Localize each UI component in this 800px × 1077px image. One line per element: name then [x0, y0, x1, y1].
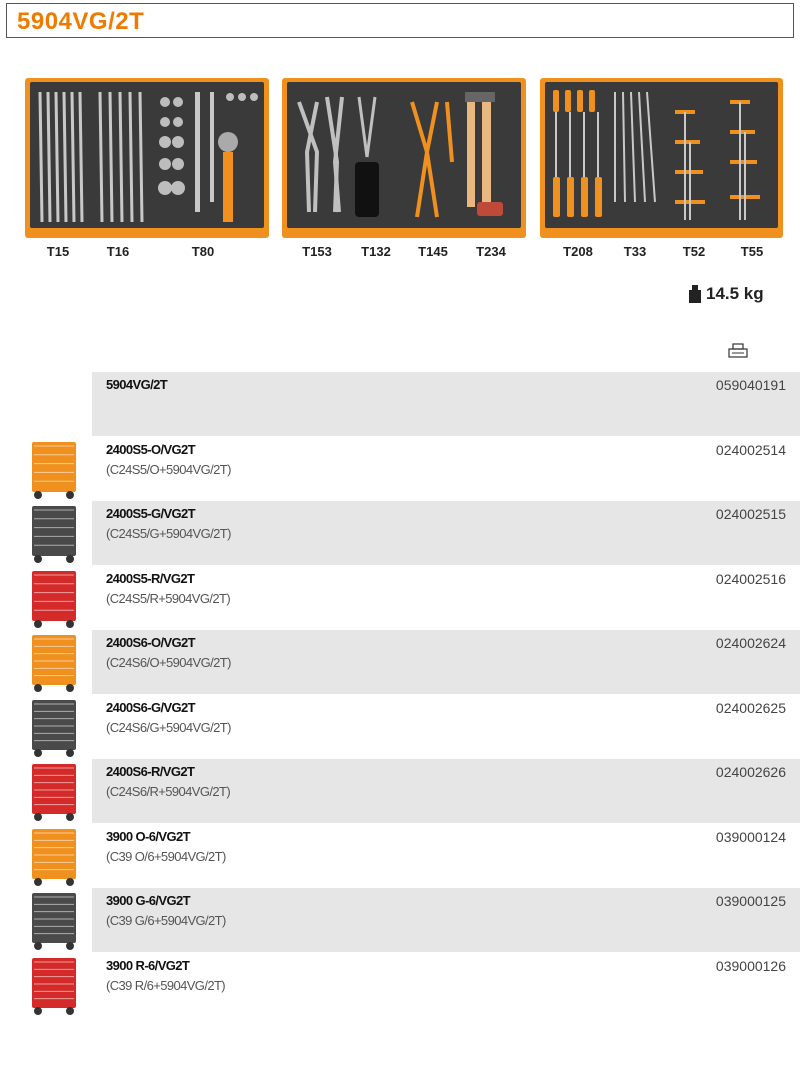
product-composition: (C24S6/R+5904VG/2T) — [106, 784, 231, 799]
tray-label-t33: T33 — [623, 244, 647, 259]
list-item — [0, 759, 800, 823]
article-number: 024002514 — [715, 441, 786, 458]
tool-tray-1 — [25, 78, 269, 238]
product-code: 3900 R-6/VG2T — [106, 957, 190, 973]
tool-cabinet-image — [28, 569, 80, 629]
tray-label-t208: T208 — [563, 244, 593, 259]
product-code: 3900 G-6/VG2T — [106, 893, 190, 908]
list-item — [0, 824, 800, 888]
tray-label-t132: T132 — [361, 244, 391, 259]
tool-cabinet-image — [28, 891, 80, 951]
product-composition: (C24S5/O+5904VG/2T) — [106, 461, 231, 477]
tool-cabinet-image — [28, 698, 80, 758]
list-item — [0, 888, 800, 952]
product-code: 3900 O-6/VG2T — [106, 828, 190, 844]
list-item — [0, 437, 800, 501]
product-code: 2400S6-R/VG2T — [106, 764, 195, 779]
title-bar — [6, 3, 794, 38]
tray-3-tools-image — [545, 82, 778, 228]
article-number: 039000126 — [715, 957, 786, 974]
article-number: 039000124 — [715, 828, 786, 845]
product-code: 2400S6-O/VG2T — [106, 635, 196, 650]
product-code: 2400S5-R/VG2T — [106, 570, 195, 586]
weight-info — [688, 284, 764, 304]
tool-cabinet-image — [28, 956, 80, 1016]
tray-label-t153: T153 — [302, 244, 332, 259]
tray-label-t55: T55 — [740, 244, 764, 259]
tool-cabinet-image — [28, 762, 80, 822]
tool-cabinet-image — [28, 827, 80, 887]
weight-value: 14.5 kg — [706, 284, 764, 303]
tray-label-t234: T234 — [476, 244, 506, 259]
printer-icon — [728, 343, 748, 359]
list-item — [0, 501, 800, 565]
tray-1-tools-image — [30, 82, 264, 228]
tool-cabinet-image — [28, 633, 80, 693]
product-composition: (C24S6/G+5904VG/2T) — [106, 719, 231, 735]
tray-label-t80: T80 — [191, 244, 215, 259]
product-code: 2400S5-G/VG2T — [106, 506, 196, 521]
product-composition: (C24S5/R+5904VG/2T) — [106, 590, 231, 606]
weight-icon — [688, 285, 702, 303]
article-number: 024002625 — [715, 699, 786, 716]
list-item — [0, 953, 800, 1017]
article-number: 024002516 — [715, 570, 786, 587]
tray-label-t16: T16 — [106, 244, 130, 259]
list-item — [0, 372, 800, 436]
product-code: 2400S5-O/VG2T — [106, 441, 196, 457]
article-number: 059040191 — [715, 377, 786, 393]
article-number: 024002515 — [715, 506, 786, 522]
tray-label-t145: T145 — [418, 244, 448, 259]
tool-trays — [0, 70, 800, 270]
product-code: 2400S6-G/VG2T — [106, 699, 196, 715]
article-number: 024002624 — [715, 635, 786, 651]
product-composition: (C24S6/O+5904VG/2T) — [106, 655, 231, 670]
tray-label-t15: T15 — [46, 244, 70, 259]
product-code: 5904VG/2T — [106, 377, 168, 392]
tool-cabinet-image — [28, 440, 80, 500]
list-item — [0, 566, 800, 630]
product-composition: (C39 O/6+5904VG/2T) — [106, 848, 226, 864]
tool-tray-2 — [282, 78, 526, 238]
product-composition: (C24S5/G+5904VG/2T) — [106, 526, 231, 541]
product-composition: (C39 R/6+5904VG/2T) — [106, 977, 226, 993]
list-item — [0, 630, 800, 694]
tool-tray-3 — [540, 78, 783, 238]
tray-2-tools-image — [287, 82, 521, 228]
row-band — [92, 372, 800, 436]
page-title: 5904VG/2T — [17, 8, 145, 35]
article-number: 024002626 — [715, 764, 786, 780]
tray-label-t52: T52 — [682, 244, 706, 259]
tool-cabinet-image — [28, 504, 80, 564]
article-number: 039000125 — [715, 893, 786, 909]
list-item — [0, 695, 800, 759]
product-composition: (C39 G/6+5904VG/2T) — [106, 913, 226, 928]
